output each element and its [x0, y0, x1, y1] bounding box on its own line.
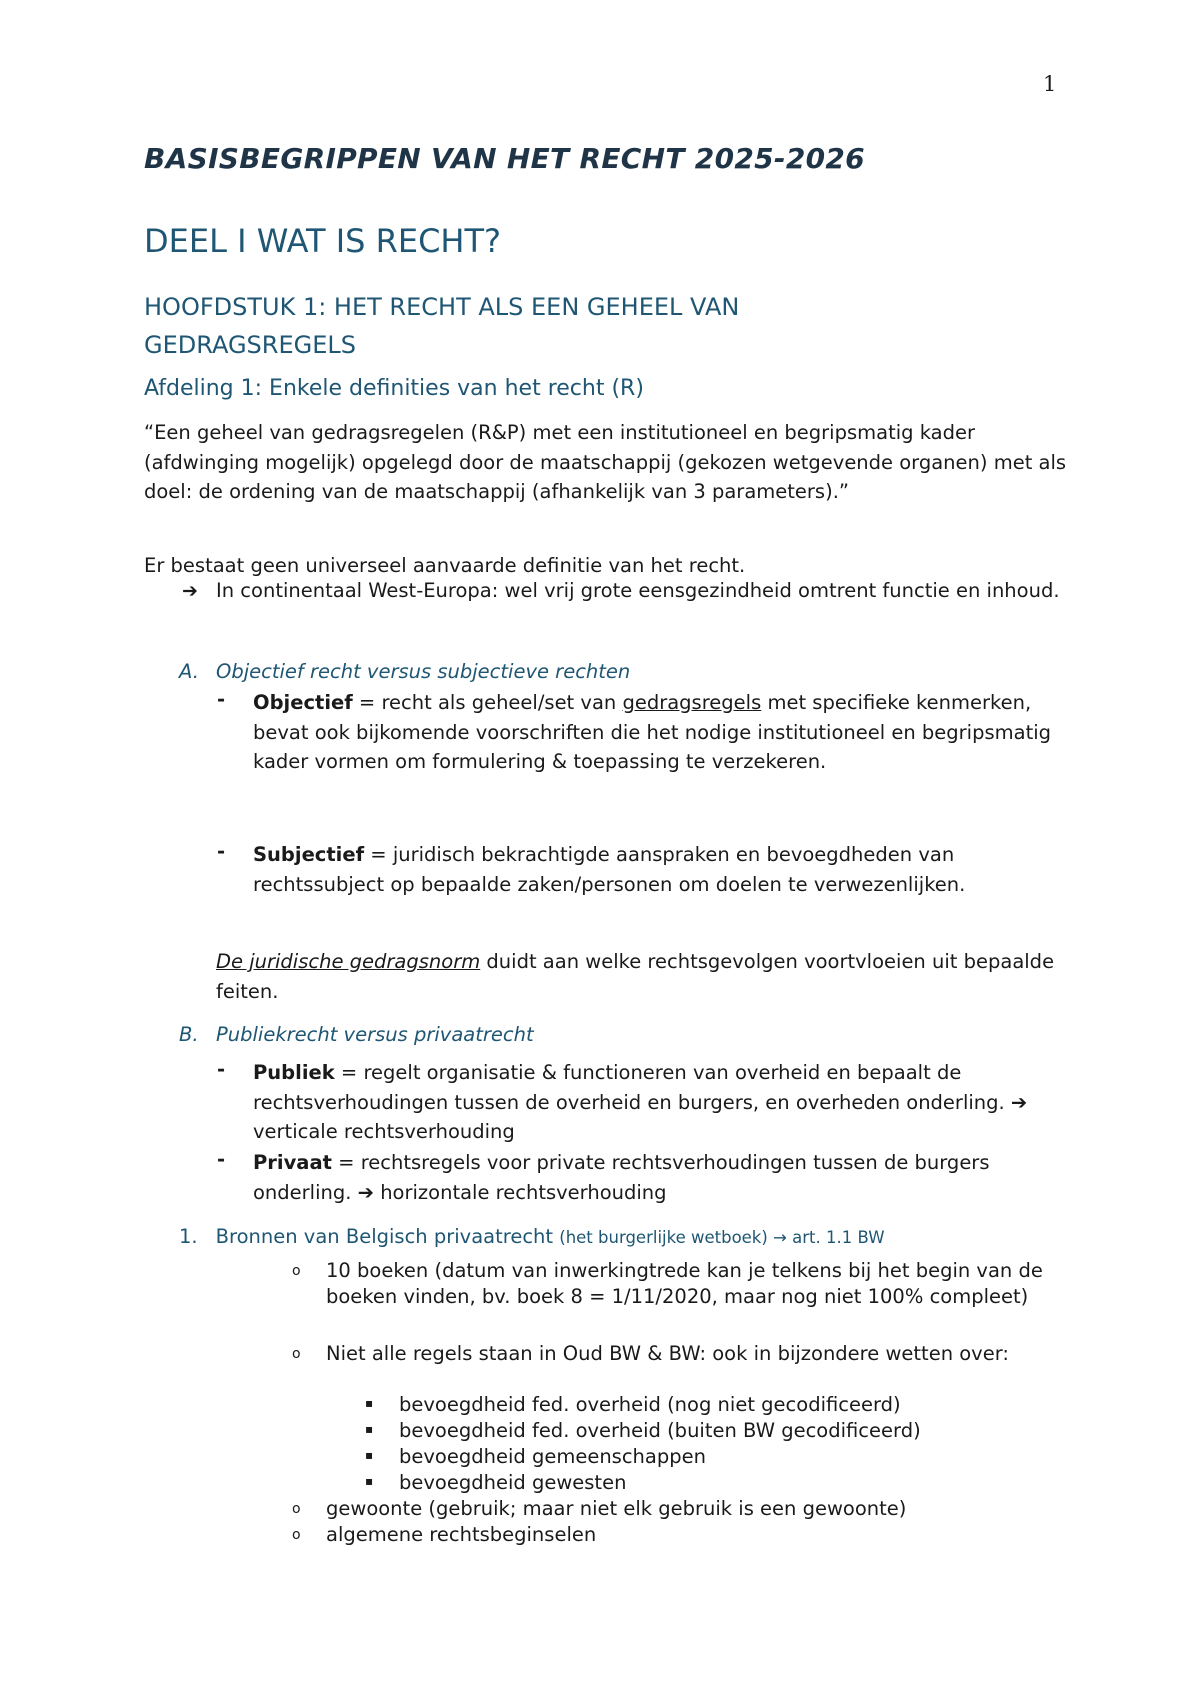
privaat-text: = rechtsregels voor private rechtsverhoudingen tussen de burgers onderling. — [253, 1151, 990, 1204]
subjectief-term: Subjectief — [253, 843, 365, 866]
section-title: Afdeling 1: Enkele definities van het recht (R) — [144, 376, 644, 401]
privaat-term: Privaat — [253, 1151, 332, 1174]
chapter-title-line2: GEDRAGSREGELS — [144, 331, 356, 359]
dash-bullet: - — [217, 1058, 226, 1081]
publiek-text: = regelt organisatie & functioneren van overheid en bepaalt de rechtsverhoudingen tussen de overheid en burgers, en overheden onderling. — [253, 1061, 1011, 1114]
square-bullet-icon: ▪ — [365, 1396, 374, 1410]
gedragsnorm-paragraph — [216, 947, 1076, 1006]
publiek-text-end: verticale rechtsverhouding — [253, 1120, 515, 1143]
subsection-b-title: Publiekrecht versus privaatrecht — [216, 1023, 534, 1046]
gedragsnorm-term: De juridische gedragsnorm — [216, 950, 481, 973]
sub-bullet-item-3: bevoegdheid gemeenschappen — [399, 1445, 706, 1468]
chapter-title-line1: HOOFDSTUK 1: HET RECHT ALS EEN GEHEEL VAN — [144, 293, 740, 321]
subsection-b-letter: B. — [179, 1023, 199, 1046]
sub-bullet-item-2: bevoegdheid fed. overheid (buiten BW gecodificeerd) — [399, 1419, 921, 1442]
dash-bullet: - — [217, 840, 226, 863]
subsection-a-title: Objectief recht versus subjectieve rechten — [216, 660, 631, 683]
circle-bullet-icon: o — [292, 1501, 301, 1517]
objectief-term: Objectief — [253, 691, 353, 714]
definition-quote: “Een geheel van gedragsregelen (R&P) met een institutioneel en begripsmatig kader (afdwinging mogelijk) opgelegd door de maatschappij (gekozen wetgevende organen) met als doel: de ordening van de maatschappij (afhankelijk van 3 parameters).” — [144, 421, 1067, 503]
numbered-heading-1 — [179, 1225, 885, 1248]
numbered-heading-note: (het burgerlijke wetboek) → art. 1.1 BW — [559, 1228, 885, 1247]
dash-bullet: - — [217, 1148, 226, 1171]
objectief-definition — [253, 688, 1073, 777]
page-number: 1 — [1043, 72, 1057, 96]
privaat-definition — [253, 1148, 1073, 1207]
square-bullet-icon: ▪ — [365, 1448, 374, 1462]
gedragsnorm-text: duidt aan welke rechtsgevolgen voortvloeien uit bepaalde feiten. — [216, 950, 1055, 1003]
bullet-item-2: Niet alle regels staan in Oud BW & BW: ook in bijzondere wetten over: — [326, 1342, 1009, 1365]
numbered-heading-number: 1. — [179, 1225, 198, 1248]
circle-bullet-icon: o — [292, 1346, 301, 1362]
arrow-icon: ➔ — [1010, 1090, 1028, 1114]
sub-bullet-item-1: bevoegdheid fed. overheid (nog niet gecodificeerd) — [399, 1393, 901, 1416]
publiek-definition — [253, 1058, 1073, 1147]
arrow-bullet-icon: ➔ — [182, 580, 198, 602]
circle-bullet-icon: o — [292, 1527, 301, 1543]
square-bullet-icon: ▪ — [365, 1422, 374, 1436]
publiek-term: Publiek — [253, 1061, 335, 1084]
subjectief-definition — [253, 840, 1073, 899]
circle-bullet-icon: o — [292, 1263, 301, 1279]
document-title: BASISBEGRIPPEN VAN HET RECHT 2025-2026 — [144, 142, 865, 175]
subsection-a-letter: A. — [179, 660, 199, 683]
privaat-text-end: horizontale rechtsverhouding — [374, 1180, 667, 1204]
intro-paragraph: Er bestaat geen universeel aanvaarde definitie van het recht. — [144, 554, 746, 577]
objectief-text-pre: = recht als geheel/set van — [352, 691, 623, 714]
dash-bullet: - — [217, 688, 226, 711]
bullet-item-4: algemene rechtsbeginselen — [326, 1523, 597, 1546]
part-title: DEEL I WAT IS RECHT? — [144, 222, 502, 260]
arrow-list-item: In continentaal West-Europa: wel vrij grote eensgezindheid omtrent functie en inhoud. — [216, 579, 1060, 602]
objectief-text-post: met specifieke kenmerken, bevat ook bijkomende voorschriften die het nodige institutioneel en begripsmatig kader vormen om formulering & toepassing te verzekeren. — [253, 691, 1052, 773]
subjectief-text: = juridisch bekrachtigde aanspraken en bevoegdheden van rechtssubject op bepaalde zaken/personen om doelen te verwezenlijken. — [253, 843, 966, 896]
arrow-icon: ➔ — [357, 1180, 374, 1204]
bullet-item-3: gewoonte (gebruik; maar niet elk gebruik is een gewoonte) — [326, 1497, 907, 1520]
sub-bullet-item-4: bevoegdheid gewesten — [399, 1471, 627, 1494]
numbered-heading-title: Bronnen van Belgisch privaatrecht — [215, 1225, 560, 1248]
bullet-item-1: 10 boeken (datum van inwerkingtrede kan je telkens bij het begin van de boeken vinden, bv. boek 8 = 1/11/2020, maar nog niet 100% compleet) — [326, 1259, 1043, 1308]
objectief-underlined: gedragsregels — [622, 691, 762, 714]
chapter-title — [144, 288, 1044, 364]
square-bullet-icon: ▪ — [365, 1474, 374, 1488]
